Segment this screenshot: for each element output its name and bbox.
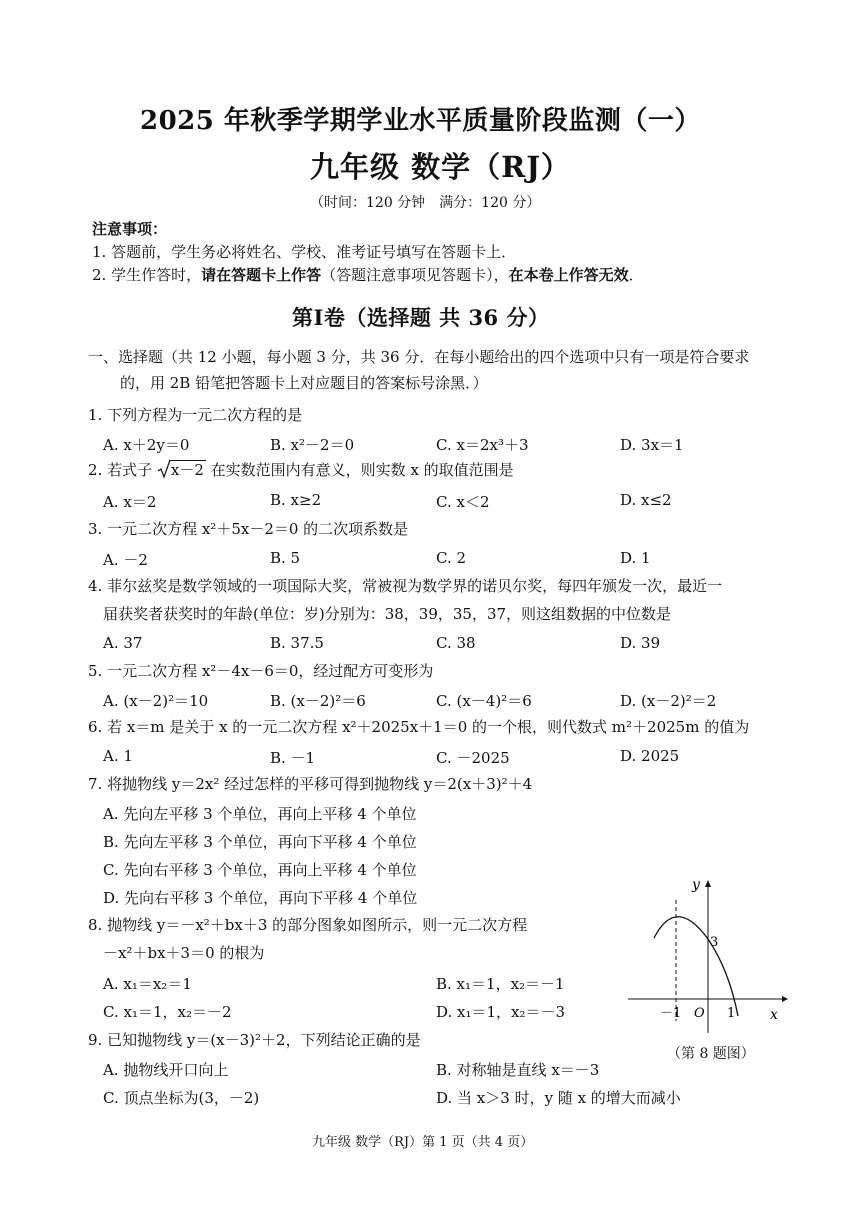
option-a: A. 1 — [103, 747, 133, 765]
option-c: C. 先向右平移 3 个单位，再向上平移 4 个单位 — [103, 861, 417, 879]
option-d: D. 3x＝1 — [620, 436, 684, 454]
option-b: B. 先向左平移 3 个单位，再向下平移 4 个单位 — [103, 833, 417, 851]
option-c: C. 2 — [436, 549, 467, 567]
x-axis-arrow-icon — [782, 996, 788, 1002]
option-c: C. x＝2x³＋3 — [436, 436, 529, 454]
notice-item-2-part: （答题注意事项见答题卡）， — [321, 266, 509, 284]
origin-label: O — [694, 1006, 705, 1021]
option-b: B. (x－2)²＝6 — [270, 692, 366, 710]
option-b: B. 对称轴是直线 x＝－3 — [436, 1061, 600, 1079]
time-info: （时间：120 分钟 满分：120 分） — [310, 195, 541, 211]
question-stem: 5. 一元二次方程 x²－4x－6＝0，经过配方可变形为 — [88, 662, 434, 680]
option-a: A. x₁＝x₂＝1 — [103, 975, 192, 993]
option-b: B. 5 — [270, 549, 301, 567]
option-b: B. x₁＝1，x₂＝－1 — [436, 975, 565, 993]
parabola-curve — [654, 917, 738, 1016]
y-intercept-label: 3 — [710, 935, 719, 950]
option-d: D. 1 — [620, 549, 651, 567]
option-b: B. －1 — [270, 749, 316, 767]
option-a: A. 37 — [103, 634, 143, 652]
section-intro-line-1: 一、选择题（共 12 小题，每小题 3 分，共 36 分．在每小题给出的四个选项中只有一项是符合要求 — [88, 348, 750, 366]
option-d: D. x≤2 — [620, 491, 672, 509]
option-a: A. (x－2)²＝10 — [103, 692, 209, 710]
question-stem: 7. 将抛物线 y＝2x² 经过怎样的平移可得到抛物线 y＝2(x＋3)²＋4 — [88, 775, 533, 793]
option-d: D. (x－2)²＝2 — [620, 692, 717, 710]
option-b: B. x≥2 — [270, 491, 322, 509]
exam-subtitle: 九年级 数学（RJ） — [310, 150, 571, 184]
x-axis-label: x — [770, 1007, 778, 1023]
figure-8-caption: （第 8 题图） — [667, 1046, 755, 1062]
question-stem: 3. 一元二次方程 x²＋5x－2＝0 的二次项系数是 — [88, 520, 409, 538]
tick-label-1: 1 — [727, 1006, 736, 1021]
option-b: B. x²－2＝0 — [270, 436, 355, 454]
option-a: A. 先向左平移 3 个单位，再向上平移 4 个单位 — [103, 805, 417, 823]
question-stem: 8. 抛物线 y＝－x²＋bx＋3 的部分图象如图所示，则一元二次方程 — [88, 916, 528, 934]
radicand: x－2 — [170, 461, 204, 479]
option-a: A. x＝2 — [103, 493, 157, 511]
question-stem — [88, 461, 514, 479]
option-b: B. 37.5 — [270, 634, 324, 652]
option-c: C. 顶点坐标为(3，－2) — [103, 1089, 260, 1107]
y-axis-label: y — [692, 877, 700, 893]
question-stem: 4. 菲尔兹奖是数学领域的一项国际大奖，常被视为数学界的诺贝尔奖，每四年颁发一次，最近一 — [88, 577, 723, 595]
option-d: D. 先向右平移 3 个单位，再向下平移 4 个单位 — [103, 889, 418, 907]
figure-8-graph — [624, 875, 794, 1035]
notice-heading: 注意事项： — [92, 220, 168, 238]
option-d: D. 2025 — [620, 747, 680, 765]
notice-item-2-part: 2. 学生作答时， — [92, 266, 202, 284]
option-a: A. x＋2y＝0 — [103, 436, 190, 454]
question-stem-part: 在实数范围内有意义，则实数 x 的取值范围是 — [210, 461, 514, 479]
option-d: D. 39 — [620, 634, 661, 652]
option-c: C. 38 — [436, 634, 476, 652]
question-stem-line-2: 届获奖者获奖时的年龄(单位：岁)分别为：38，39，35，37，则这组数据的中位数是 — [103, 605, 672, 623]
radical-sign-icon — [157, 459, 171, 479]
question-stem-line-2: －x²＋bx＋3＝0 的根为 — [103, 944, 265, 962]
y-axis-arrow-icon — [705, 880, 711, 887]
radical-expression — [157, 461, 206, 479]
page-footer: 九年级 数学（RJ）第 1 页（共 4 页） — [312, 1135, 534, 1150]
notice-item-2-part: ． — [628, 266, 644, 284]
option-d: D. x₁＝1，x₂＝－3 — [436, 1003, 566, 1021]
exam-title: 2025 年秋季学期学业水平质量阶段监测（一） — [140, 106, 701, 136]
question-stem-part: 2. 若式子 — [88, 461, 153, 479]
question-stem: 9. 已知抛物线 y＝(x－3)²＋2，下列结论正确的是 — [88, 1031, 421, 1049]
option-c: C. x₁＝1，x₂＝－2 — [103, 1003, 232, 1021]
question-stem: 1. 下列方程为一元二次方程的是 — [88, 406, 303, 424]
tick-label-neg1: －1 — [660, 1006, 682, 1021]
notice-item-2-emphasis: 在本卷上作答无效 — [508, 266, 629, 284]
option-a: A. －2 — [103, 551, 148, 569]
section-heading: 第Ⅰ卷（选择题 共 36 分） — [292, 305, 550, 330]
option-c: C. (x－4)²＝6 — [436, 692, 532, 710]
option-c: C. －2025 — [436, 749, 510, 767]
option-a: A. 抛物线开口向上 — [103, 1061, 229, 1079]
section-intro-line-2: 的，用 2B 铅笔把答题卡上对应题目的答案标号涂黑．） — [120, 374, 488, 392]
notice-item-2 — [92, 266, 644, 284]
option-d: D. 当 x＞3 时，y 随 x 的增大而减小 — [436, 1089, 681, 1107]
question-stem: 6. 若 x＝m 是关于 x 的一元二次方程 x²＋2025x＋1＝0 的一个根，则代数式 m²＋2025m 的值为 — [88, 718, 750, 736]
notice-item-2-emphasis: 请在答题卡上作答 — [201, 266, 322, 284]
option-c: C. x＜2 — [436, 493, 490, 511]
notice-item-1: 1. 答题前，学生务必将姓名、学校、准考证号填写在答题卡上． — [92, 243, 517, 261]
